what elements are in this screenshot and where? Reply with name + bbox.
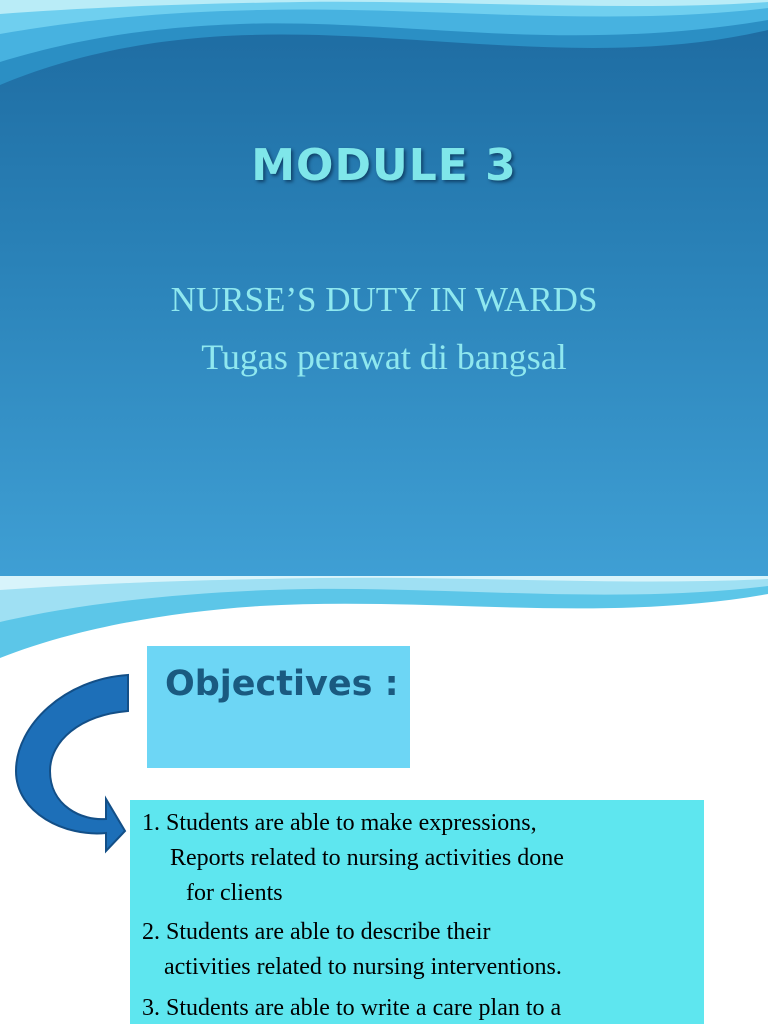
subtitle-indonesian: Tugas perawat di bangsal [201,337,567,377]
subtitle-english: NURSE’S DUTY IN WARDS [170,280,598,319]
objectives-list [142,806,564,1024]
objective-line: 2. Students are able to describe their [142,919,491,945]
objectives-heading-box [147,646,410,768]
slide-title-text: MODULE 3 [251,140,517,191]
slide-objectives [0,576,768,1024]
wave-decoration [0,0,768,100]
objective-line: Reports related to nursing activities done [170,845,564,871]
objective-line: activities related to nursing interventions. [164,954,562,980]
curved-arrow-icon [10,671,135,856]
objectives-heading: Objectives : [165,664,399,704]
objective-line: 1. Students are able to make expressions, [142,810,537,836]
objective-line: for clients [186,880,283,906]
objectives-list-box [130,800,704,1024]
objective-line: 3. Students are able to write a care plan to a [142,995,562,1021]
